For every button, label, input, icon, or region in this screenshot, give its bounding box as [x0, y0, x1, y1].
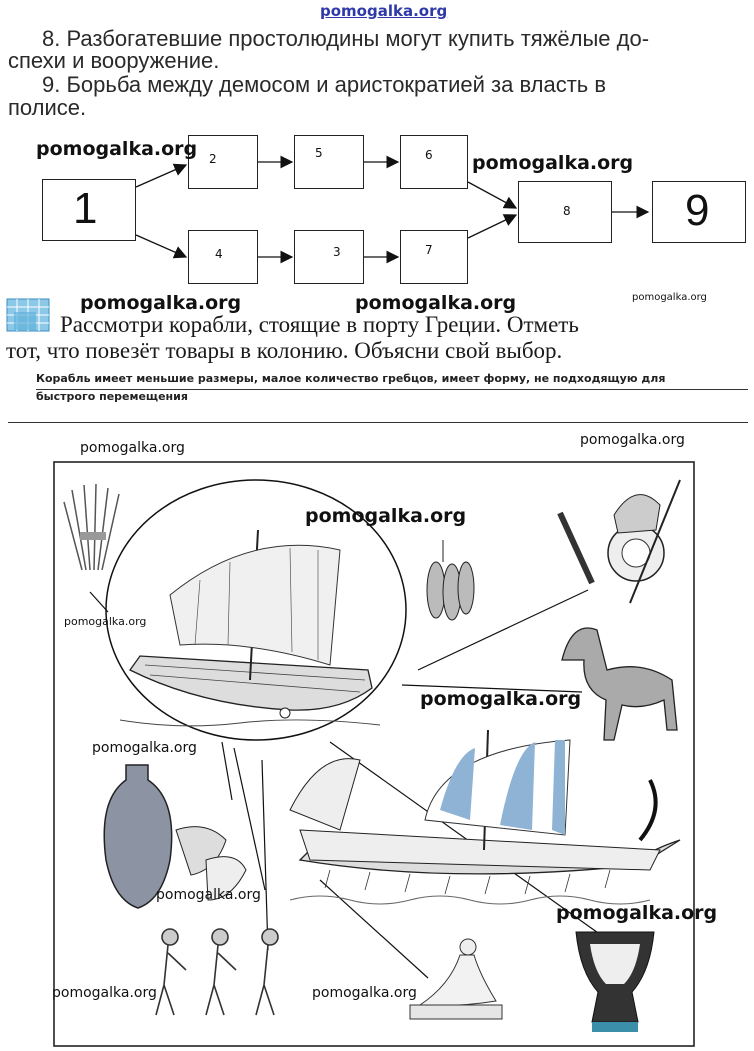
watermark-pic-5: pomogalka.org [420, 688, 582, 710]
watermark-pic-6: pomogalka.org [92, 740, 197, 756]
watermark-diagram-left: pomogalka.org [36, 138, 198, 160]
diagram-box-4: 4 [188, 230, 258, 284]
answer-rule-2 [8, 422, 748, 423]
diagram-box-8: 8 [518, 181, 612, 243]
watermark-pic-10: pomogalka.org [312, 985, 417, 1001]
item-8-line-2: спехи и вооружение. [8, 48, 220, 73]
diagram-box-9: 9 [652, 181, 746, 243]
watermark-pic-4: pomogalka.org [64, 615, 147, 628]
diagram-box-6: 6 [400, 135, 468, 189]
answer-line-2: быстрого перемещения [36, 390, 188, 403]
watermark-pic-3: pomogalka.org [305, 505, 467, 527]
watermark-diagram-right: pomogalka.org [472, 152, 634, 174]
diagram-box-1: 1 [42, 179, 136, 241]
diagram-box-5: 5 [294, 135, 364, 189]
task-line-2: тот, что повезёт товары в колонию. Объясни свой выбор. [6, 338, 563, 363]
item-9-line-1: 9. Борьба между демосом и аристократией за власть в [42, 72, 607, 97]
watermark-pic-2: pomogalka.org [580, 432, 685, 448]
answer-line-1: Корабль имеет меньшие размеры, малое количество гребцов, имеет форму, не подходящую для [36, 372, 666, 385]
task-icon [6, 298, 50, 332]
diagram-box-2: 2 [188, 135, 258, 189]
watermark-pic-8: pomogalka.org [556, 902, 718, 924]
watermark-task-c: pomogalka.org [632, 292, 707, 303]
item-9-line-2: полисе. [8, 95, 87, 120]
item-8-line-1: 8. Разбогатевшие простолюдины могут купить тяжёлые до- [42, 26, 650, 51]
task-line-1: Рассмотри корабли, стоящие в порту Греции. Отметь [60, 312, 579, 337]
watermark-pic-9: pomogalka.org [52, 985, 157, 1001]
watermark-pic-1: pomogalka.org [80, 440, 185, 456]
watermark-task-b: pomogalka.org [355, 292, 517, 314]
diagram-box-7: 7 [400, 230, 468, 284]
watermark-task-a: pomogalka.org [80, 292, 242, 314]
watermark-pic-7: pomogalka.org [156, 887, 261, 903]
watermark-top: pomogalka.org [320, 2, 448, 20]
diagram-box-3: 3 [294, 230, 364, 284]
